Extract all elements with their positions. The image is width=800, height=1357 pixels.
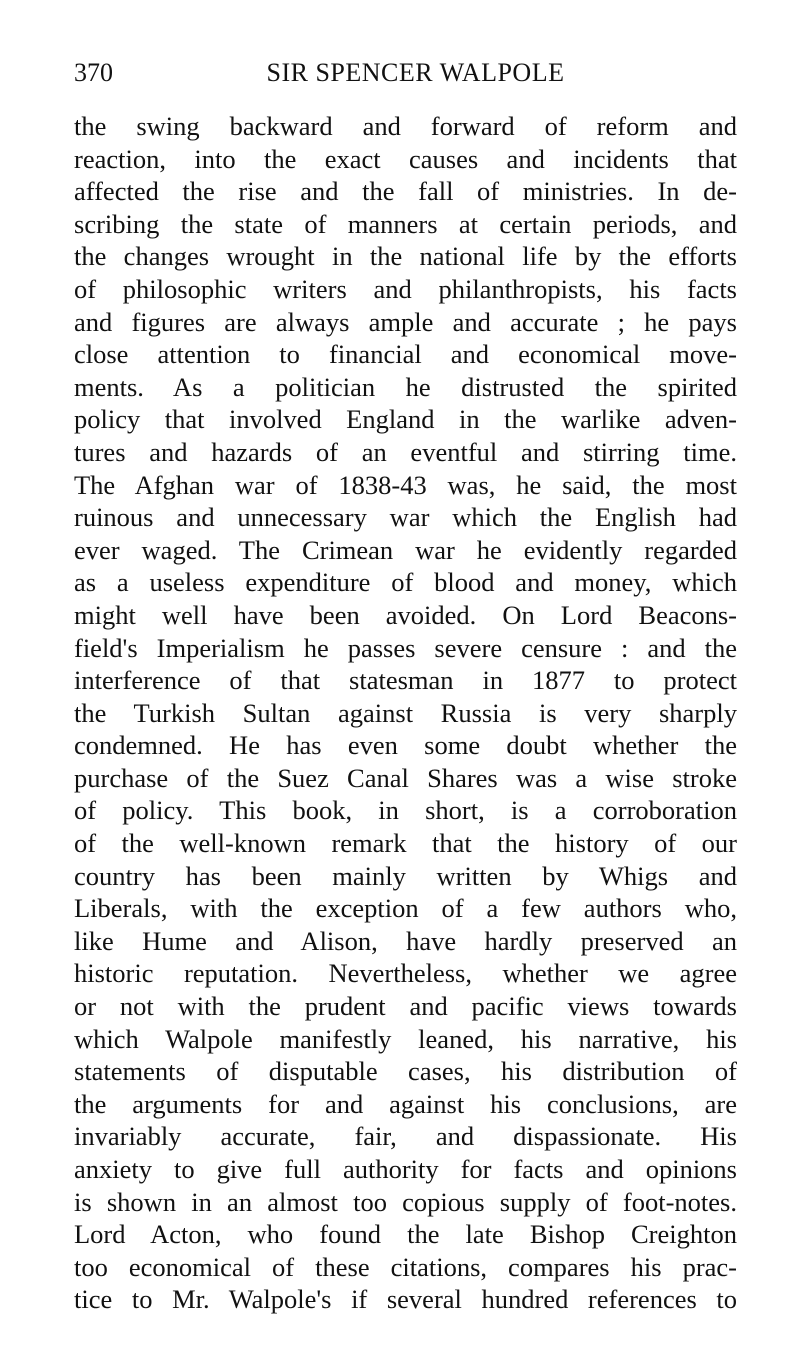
text-line: or not with the prudent and pacific views towards bbox=[74, 991, 737, 1022]
text-line: invariably accurate, fair, and dispassionate. His bbox=[74, 1121, 737, 1152]
running-title: SIR SPENCER WALPOLE bbox=[266, 58, 565, 87]
text-line: the changes wrought in the national life by the efforts bbox=[74, 241, 737, 272]
text-line: tice to Mr. Walpole's if several hundred references to bbox=[74, 1284, 737, 1315]
text-line: affected the rise and the fall of ministries. In de- bbox=[74, 176, 737, 207]
text-line: Lord Acton, who found the late Bishop Creighton bbox=[74, 1219, 737, 1250]
text-line: the Turkish Sultan against Russia is very sharply bbox=[74, 697, 737, 728]
text-line: which Walpole manifestly leaned, his narrative, his bbox=[74, 1023, 737, 1054]
text-line: statements of disputable cases, his distribution of bbox=[74, 1056, 737, 1087]
page-header bbox=[74, 58, 737, 94]
text-line: tures and hazards of an eventful and stirring time. bbox=[74, 436, 737, 467]
text-line: too economical of these citations, compares his prac- bbox=[74, 1251, 737, 1282]
text-line: condemned. He has even some doubt whether the bbox=[74, 730, 737, 761]
text-line: The Afghan war of 1838-43 was, he said, the most bbox=[74, 469, 737, 500]
page-number: 370 bbox=[74, 58, 113, 87]
text-line: historic reputation. Nevertheless, whether we agree bbox=[74, 958, 737, 989]
text-line: close attention to financial and economical move- bbox=[74, 339, 737, 370]
text-line: like Hume and Alison, have hardly preserved an bbox=[74, 925, 737, 956]
body-text bbox=[74, 110, 737, 1316]
text-line: Liberals, with the exception of a few authors who, bbox=[74, 893, 737, 924]
text-line: policy that involved England in the warlike adven- bbox=[74, 404, 737, 435]
text-line: ruinous and unnecessary war which the English had bbox=[74, 502, 737, 533]
text-line: anxiety to give full authority for facts and opinions bbox=[74, 1154, 737, 1184]
text-line: is shown in an almost too copious supply of foot-notes. bbox=[74, 1186, 737, 1217]
text-line: reaction, into the exact causes and incidents that bbox=[74, 143, 737, 174]
text-line: might well have been avoided. On Lord Beacons- bbox=[74, 599, 737, 630]
text-line: ever waged. The Crimean war he evidently regarded bbox=[74, 534, 737, 565]
text-line: scribing the state of manners at certain periods, and bbox=[74, 208, 737, 239]
text-line: field's Imperialism he passes severe censure : and the bbox=[74, 632, 737, 663]
text-line: ments. As a politician he distrusted the spirited bbox=[74, 371, 737, 402]
text-line: the swing backward and forward of reform and bbox=[74, 111, 737, 141]
text-line: of policy. This book, in short, is a corroboration bbox=[74, 795, 737, 826]
text-line: of the well-known remark that the history of our bbox=[74, 828, 737, 859]
text-line: country has been mainly written by Whigs and bbox=[74, 860, 737, 891]
text-line: interference of that statesman in 1877 to protect bbox=[74, 665, 737, 696]
text-line: and figures are always ample and accurate ; he pays bbox=[74, 306, 737, 337]
text-line: of philosophic writers and philanthropists, his facts bbox=[74, 273, 737, 304]
text-line: purchase of the Suez Canal Shares was a wise stroke bbox=[74, 762, 737, 793]
text-line: as a useless expenditure of blood and money, which bbox=[74, 567, 737, 598]
text-line: the arguments for and against his conclusions, are bbox=[74, 1088, 737, 1119]
